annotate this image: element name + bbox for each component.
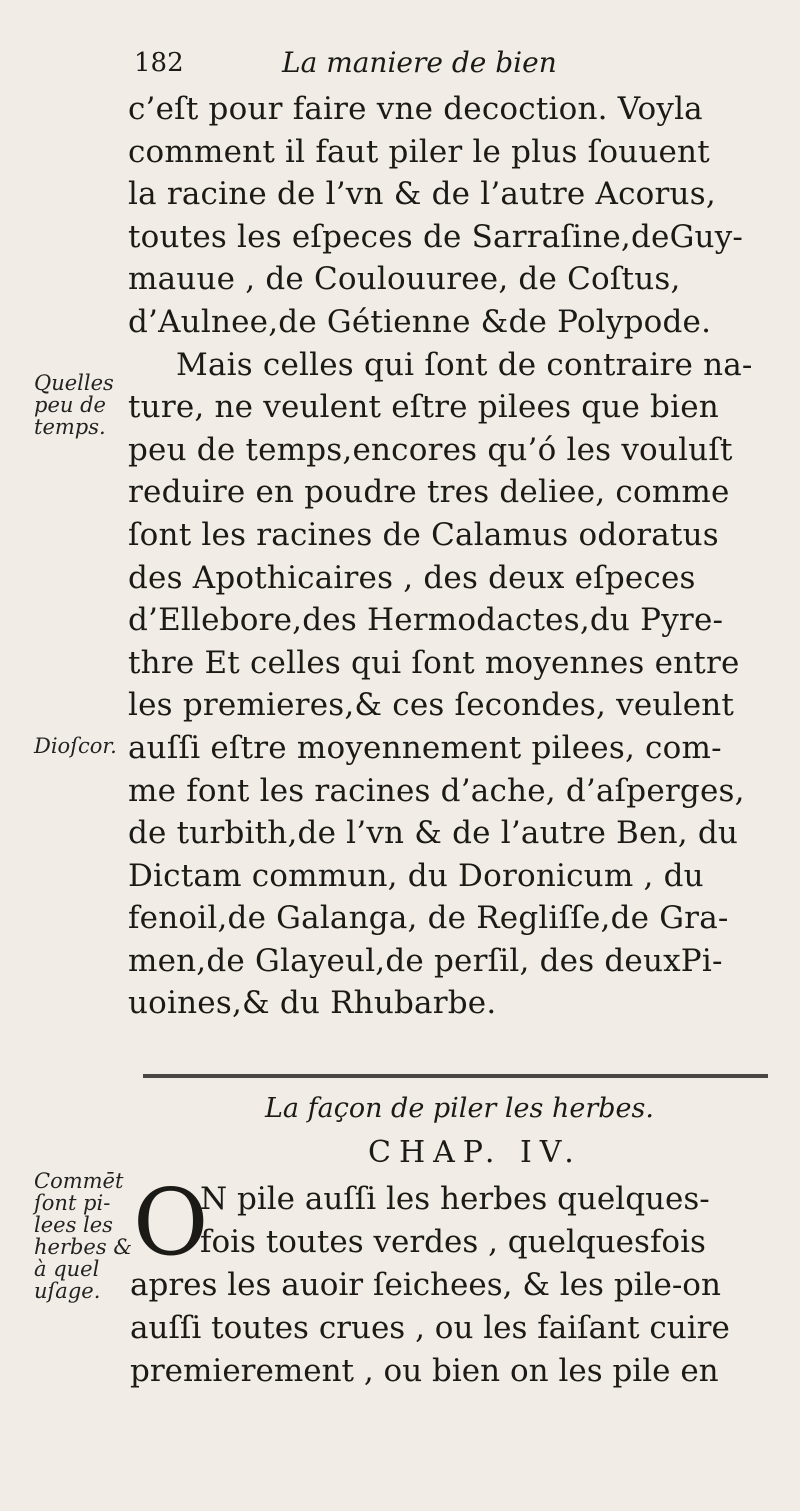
text-line: ture, ne veulent eſtre pilees que bien [128,389,719,426]
text-line: fenoil,de Galanga, de Regliſſe,de Gra- [128,900,729,937]
text-line: les premieres,& ces ſecondes, veulent [128,687,735,724]
margin-note-line: uſage. [34,1279,101,1303]
text-line: apres les auoir ſeichees, & les pile-on [130,1267,721,1303]
text-line: peu de temps,encores qu’ó les vouluſt [128,431,733,468]
text-line: de turbith,de l’vn & de l’autre Ben, du [128,815,739,852]
running-title: La maniere de bien [282,46,557,79]
margin-note-line: Commēt [34,1169,124,1193]
text-line: d’Ellebore,des Hermodactes,du Pyre- [128,602,724,639]
text-line: auſſi toutes crues , ou les faiſant cuire [130,1310,730,1346]
text-line: Dictam commun, du Doronicum , du [128,857,704,894]
text-line: ſont les racines de Calamus odoratus [128,516,719,553]
chapter-text [130,1169,780,1393]
margin-note-line: peu de [34,393,106,417]
text-line: c’eſt pour faire vne decoction. Voyla [128,91,703,127]
margin-note-comment [34,1170,132,1302]
margin-note-quelles [34,372,114,438]
chapter-title: La façon de piler les herbes. [265,1093,654,1124]
drop-cap: O [133,1169,209,1276]
page-header [120,40,720,90]
margin-note-dioscor [34,735,117,757]
text-line: N pile auſſi les herbes quelques- [200,1181,710,1217]
chapter-number: CHAP. IV. [368,1135,582,1170]
margin-note-line: ſont pi- [34,1191,111,1215]
text-line: toutes les eſpeces de Sarraſine,deGuy- [128,218,744,255]
text-line: mauue , de Coulouuree, de Coſtus, [128,261,681,298]
text-line: uoines,& du Rhubarbe. [128,985,497,1022]
text-line: la racine de l’vn & de l’autre Acorus, [128,176,716,213]
page-number: 182 [134,48,184,78]
text-line: des Apothicaires , des deux eſpeces [128,559,696,596]
text-line: men,de Glayeul,de perſil, des deuxPi- [128,942,723,979]
main-text [128,88,778,1025]
text-line: d’Aulnee,de Gétienne &de Polypode. [128,303,712,340]
text-line: comment il faut piler le plus ſouuent [128,133,710,170]
margin-note-line: lees les [34,1213,113,1237]
section-divider [143,1074,768,1078]
text-line: Mais celles qui ſont de contraire na- [176,346,753,383]
margin-note-line: Dioſcor. [34,734,117,758]
text-line: thre Et celles qui ſont moyennes entre [128,644,740,681]
text-line: me font les racines d’ache, d’aſperges, [128,772,745,809]
text-line: reduire en poudre tres deliee, comme [128,474,730,511]
margin-note-line: Quelles [34,371,114,395]
text-line: auſſi eſtre moyennement pilees, com- [128,729,722,766]
margin-note-line: temps. [34,415,106,439]
margin-note-line: herbes & [34,1235,133,1259]
text-line: premierement , ou bien on les pile en [130,1353,719,1389]
margin-note-line: à quel [34,1257,100,1281]
text-line: fois toutes verdes , quelquesfois [200,1224,706,1260]
